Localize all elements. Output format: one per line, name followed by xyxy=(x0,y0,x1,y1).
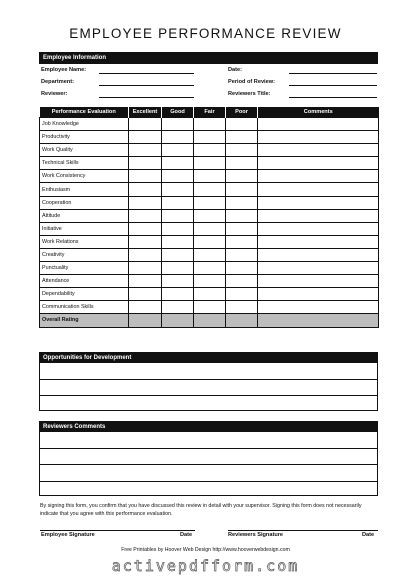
excellent-cell[interactable] xyxy=(129,144,162,157)
good-cell[interactable] xyxy=(162,170,194,183)
comments-cell[interactable] xyxy=(258,288,379,301)
fair-cell[interactable] xyxy=(194,288,226,301)
excellent-cell[interactable] xyxy=(129,235,162,248)
period-of-review-label: Period of Review: xyxy=(228,79,275,85)
date-field[interactable] xyxy=(289,73,377,74)
reviewers-comments-header: Reviewers Comments xyxy=(40,422,377,432)
good-cell[interactable] xyxy=(162,144,194,157)
excellent-cell[interactable] xyxy=(129,288,162,301)
comments-cell[interactable] xyxy=(258,131,379,144)
overall-rating-row xyxy=(40,314,379,327)
watermark-logo: activepdfform.com xyxy=(111,557,300,575)
writing-line[interactable] xyxy=(40,481,377,498)
fair-cell[interactable] xyxy=(194,196,226,209)
reviewer-label: Reviewer: xyxy=(41,91,68,97)
poor-cell[interactable] xyxy=(226,275,258,288)
table-row xyxy=(40,222,379,235)
poor-cell[interactable] xyxy=(226,209,258,222)
excellent-cell[interactable] xyxy=(129,183,162,196)
criterion-label: Job Knowledge xyxy=(40,118,129,131)
comments-cell[interactable] xyxy=(258,157,379,170)
poor-cell[interactable] xyxy=(226,196,258,209)
criterion-label: Initiative xyxy=(40,222,129,235)
comments-cell[interactable] xyxy=(258,262,379,275)
criterion-label: Attendance xyxy=(40,275,129,288)
column-header: Poor xyxy=(226,107,258,118)
comments-cell[interactable] xyxy=(258,183,379,196)
table-row xyxy=(40,157,379,170)
criterion-label: Attitude xyxy=(40,209,129,222)
poor-cell[interactable] xyxy=(226,170,258,183)
fair-cell[interactable] xyxy=(194,170,226,183)
reviewers-title-field[interactable] xyxy=(289,97,377,98)
writing-line[interactable] xyxy=(40,395,377,412)
good-cell[interactable] xyxy=(162,314,194,327)
excellent-cell[interactable] xyxy=(129,209,162,222)
poor-cell[interactable] xyxy=(226,222,258,235)
page-title: EMPLOYEE PERFORMANCE REVIEW xyxy=(69,26,342,41)
poor-cell[interactable] xyxy=(226,183,258,196)
excellent-cell[interactable] xyxy=(129,275,162,288)
employee-signature-line[interactable] xyxy=(40,530,195,531)
good-cell[interactable] xyxy=(162,288,194,301)
department-field[interactable] xyxy=(99,85,194,86)
good-cell[interactable] xyxy=(162,301,194,314)
date-label: Date: xyxy=(228,67,242,73)
poor-cell[interactable] xyxy=(226,248,258,261)
fair-cell[interactable] xyxy=(194,248,226,261)
footer-credit: Free Printables by Hoover Web Design http://www.hooverwebdesign.com xyxy=(121,547,290,553)
criterion-label: Overall Rating xyxy=(40,314,129,327)
date-label-employee: Date xyxy=(180,532,193,538)
table-row xyxy=(40,235,379,248)
excellent-cell[interactable] xyxy=(129,314,162,327)
employee-info-header: Employee Information xyxy=(39,52,378,64)
reviewer-signature-line[interactable] xyxy=(228,530,378,531)
employee-name-label: Employee Name: xyxy=(41,67,87,73)
poor-cell[interactable] xyxy=(226,157,258,170)
performance-evaluation-section xyxy=(39,107,378,328)
good-cell[interactable] xyxy=(162,196,194,209)
table-row xyxy=(40,170,379,183)
table-row xyxy=(40,144,379,157)
writing-line[interactable] xyxy=(40,432,377,448)
criterion-label: Dependability xyxy=(40,288,129,301)
poor-cell[interactable] xyxy=(226,131,258,144)
criterion-label: Punctuality xyxy=(40,262,129,275)
table-row xyxy=(40,183,379,196)
fair-cell[interactable] xyxy=(194,209,226,222)
table-row xyxy=(40,196,379,209)
good-cell[interactable] xyxy=(162,183,194,196)
poor-cell[interactable] xyxy=(226,262,258,275)
column-header: Excellent xyxy=(129,107,162,118)
employee-info-section xyxy=(39,52,378,102)
poor-cell[interactable] xyxy=(226,144,258,157)
opportunities-header: Opportunities for Development xyxy=(40,353,377,363)
excellent-cell[interactable] xyxy=(129,118,162,131)
fair-cell[interactable] xyxy=(194,275,226,288)
fair-cell[interactable] xyxy=(194,118,226,131)
criterion-label: Enthusiasm xyxy=(40,183,129,196)
criterion-label: Work Quality xyxy=(40,144,129,157)
excellent-cell[interactable] xyxy=(129,301,162,314)
department-label: Department: xyxy=(41,79,74,85)
fair-cell[interactable] xyxy=(194,301,226,314)
comments-cell[interactable] xyxy=(258,235,379,248)
writing-line[interactable] xyxy=(40,448,377,465)
table-row xyxy=(40,118,379,131)
fair-cell[interactable] xyxy=(194,183,226,196)
employee-name-field[interactable] xyxy=(99,73,194,74)
comments-cell[interactable] xyxy=(258,144,379,157)
excellent-cell[interactable] xyxy=(129,170,162,183)
writing-line[interactable] xyxy=(40,363,377,379)
comments-cell[interactable] xyxy=(258,222,379,235)
reviewers-title-label: Reviewers Title: xyxy=(228,91,271,97)
good-cell[interactable] xyxy=(162,209,194,222)
criterion-label: Work Consistency xyxy=(40,170,129,183)
table-row xyxy=(40,275,379,288)
fair-cell[interactable] xyxy=(194,222,226,235)
reviewers-signature-label: Reviewers Signature xyxy=(228,532,284,538)
performance-table xyxy=(39,107,379,328)
date-label-reviewer: Date xyxy=(362,532,375,538)
reviewers-comments-section xyxy=(39,421,378,496)
good-cell[interactable] xyxy=(162,262,194,275)
good-cell[interactable] xyxy=(162,157,194,170)
good-cell[interactable] xyxy=(162,131,194,144)
poor-cell[interactable] xyxy=(226,314,258,327)
comments-cell[interactable] xyxy=(258,275,379,288)
excellent-cell[interactable] xyxy=(129,262,162,275)
excellent-cell[interactable] xyxy=(129,131,162,144)
criterion-label: Communication Skills xyxy=(40,301,129,314)
comments-cell[interactable] xyxy=(258,314,379,327)
comments-cell[interactable] xyxy=(258,196,379,209)
criterion-label: Work Relations xyxy=(40,235,129,248)
column-header: Comments xyxy=(258,107,379,118)
good-cell[interactable] xyxy=(162,235,194,248)
excellent-cell[interactable] xyxy=(129,196,162,209)
excellent-cell[interactable] xyxy=(129,157,162,170)
fair-cell[interactable] xyxy=(194,131,226,144)
fair-cell[interactable] xyxy=(194,144,226,157)
fair-cell[interactable] xyxy=(194,314,226,327)
table-header-row xyxy=(40,107,379,118)
table-row xyxy=(40,248,379,261)
poor-cell[interactable] xyxy=(226,288,258,301)
excellent-cell[interactable] xyxy=(129,248,162,261)
fair-cell[interactable] xyxy=(194,235,226,248)
column-header: Good xyxy=(162,107,194,118)
comments-cell[interactable] xyxy=(258,248,379,261)
criterion-label: Cooperation xyxy=(40,196,129,209)
good-cell[interactable] xyxy=(162,275,194,288)
column-header: Fair xyxy=(194,107,226,118)
column-header: Performance Evaluation xyxy=(40,107,129,118)
poor-cell[interactable] xyxy=(226,301,258,314)
criterion-label: Technical Skills xyxy=(40,157,129,170)
table-row xyxy=(40,288,379,301)
poor-cell[interactable] xyxy=(226,118,258,131)
good-cell[interactable] xyxy=(162,222,194,235)
writing-line[interactable] xyxy=(40,464,377,481)
table-row xyxy=(40,262,379,275)
opportunities-section xyxy=(39,352,378,411)
comments-cell[interactable] xyxy=(258,209,379,222)
table-row xyxy=(40,131,379,144)
table-row xyxy=(40,209,379,222)
table-row xyxy=(40,301,379,314)
criterion-label: Productivity xyxy=(40,131,129,144)
comments-cell[interactable] xyxy=(258,170,379,183)
employee-signature-label: Employee Signature xyxy=(41,532,95,538)
good-cell[interactable] xyxy=(162,248,194,261)
period-of-review-field[interactable] xyxy=(289,85,377,86)
comments-cell[interactable] xyxy=(258,301,379,314)
fair-cell[interactable] xyxy=(194,262,226,275)
signing-statement: By signing this form, you confirm that you have discussed this review in detail with your supervisor. Signing this form does not necessarily indicate that you agree with this performance evaluation. xyxy=(40,503,362,517)
good-cell[interactable] xyxy=(162,118,194,131)
criterion-label: Creativity xyxy=(40,248,129,261)
fair-cell[interactable] xyxy=(194,157,226,170)
writing-line[interactable] xyxy=(40,379,377,396)
poor-cell[interactable] xyxy=(226,235,258,248)
reviewer-field[interactable] xyxy=(99,97,194,98)
excellent-cell[interactable] xyxy=(129,222,162,235)
comments-cell[interactable] xyxy=(258,118,379,131)
